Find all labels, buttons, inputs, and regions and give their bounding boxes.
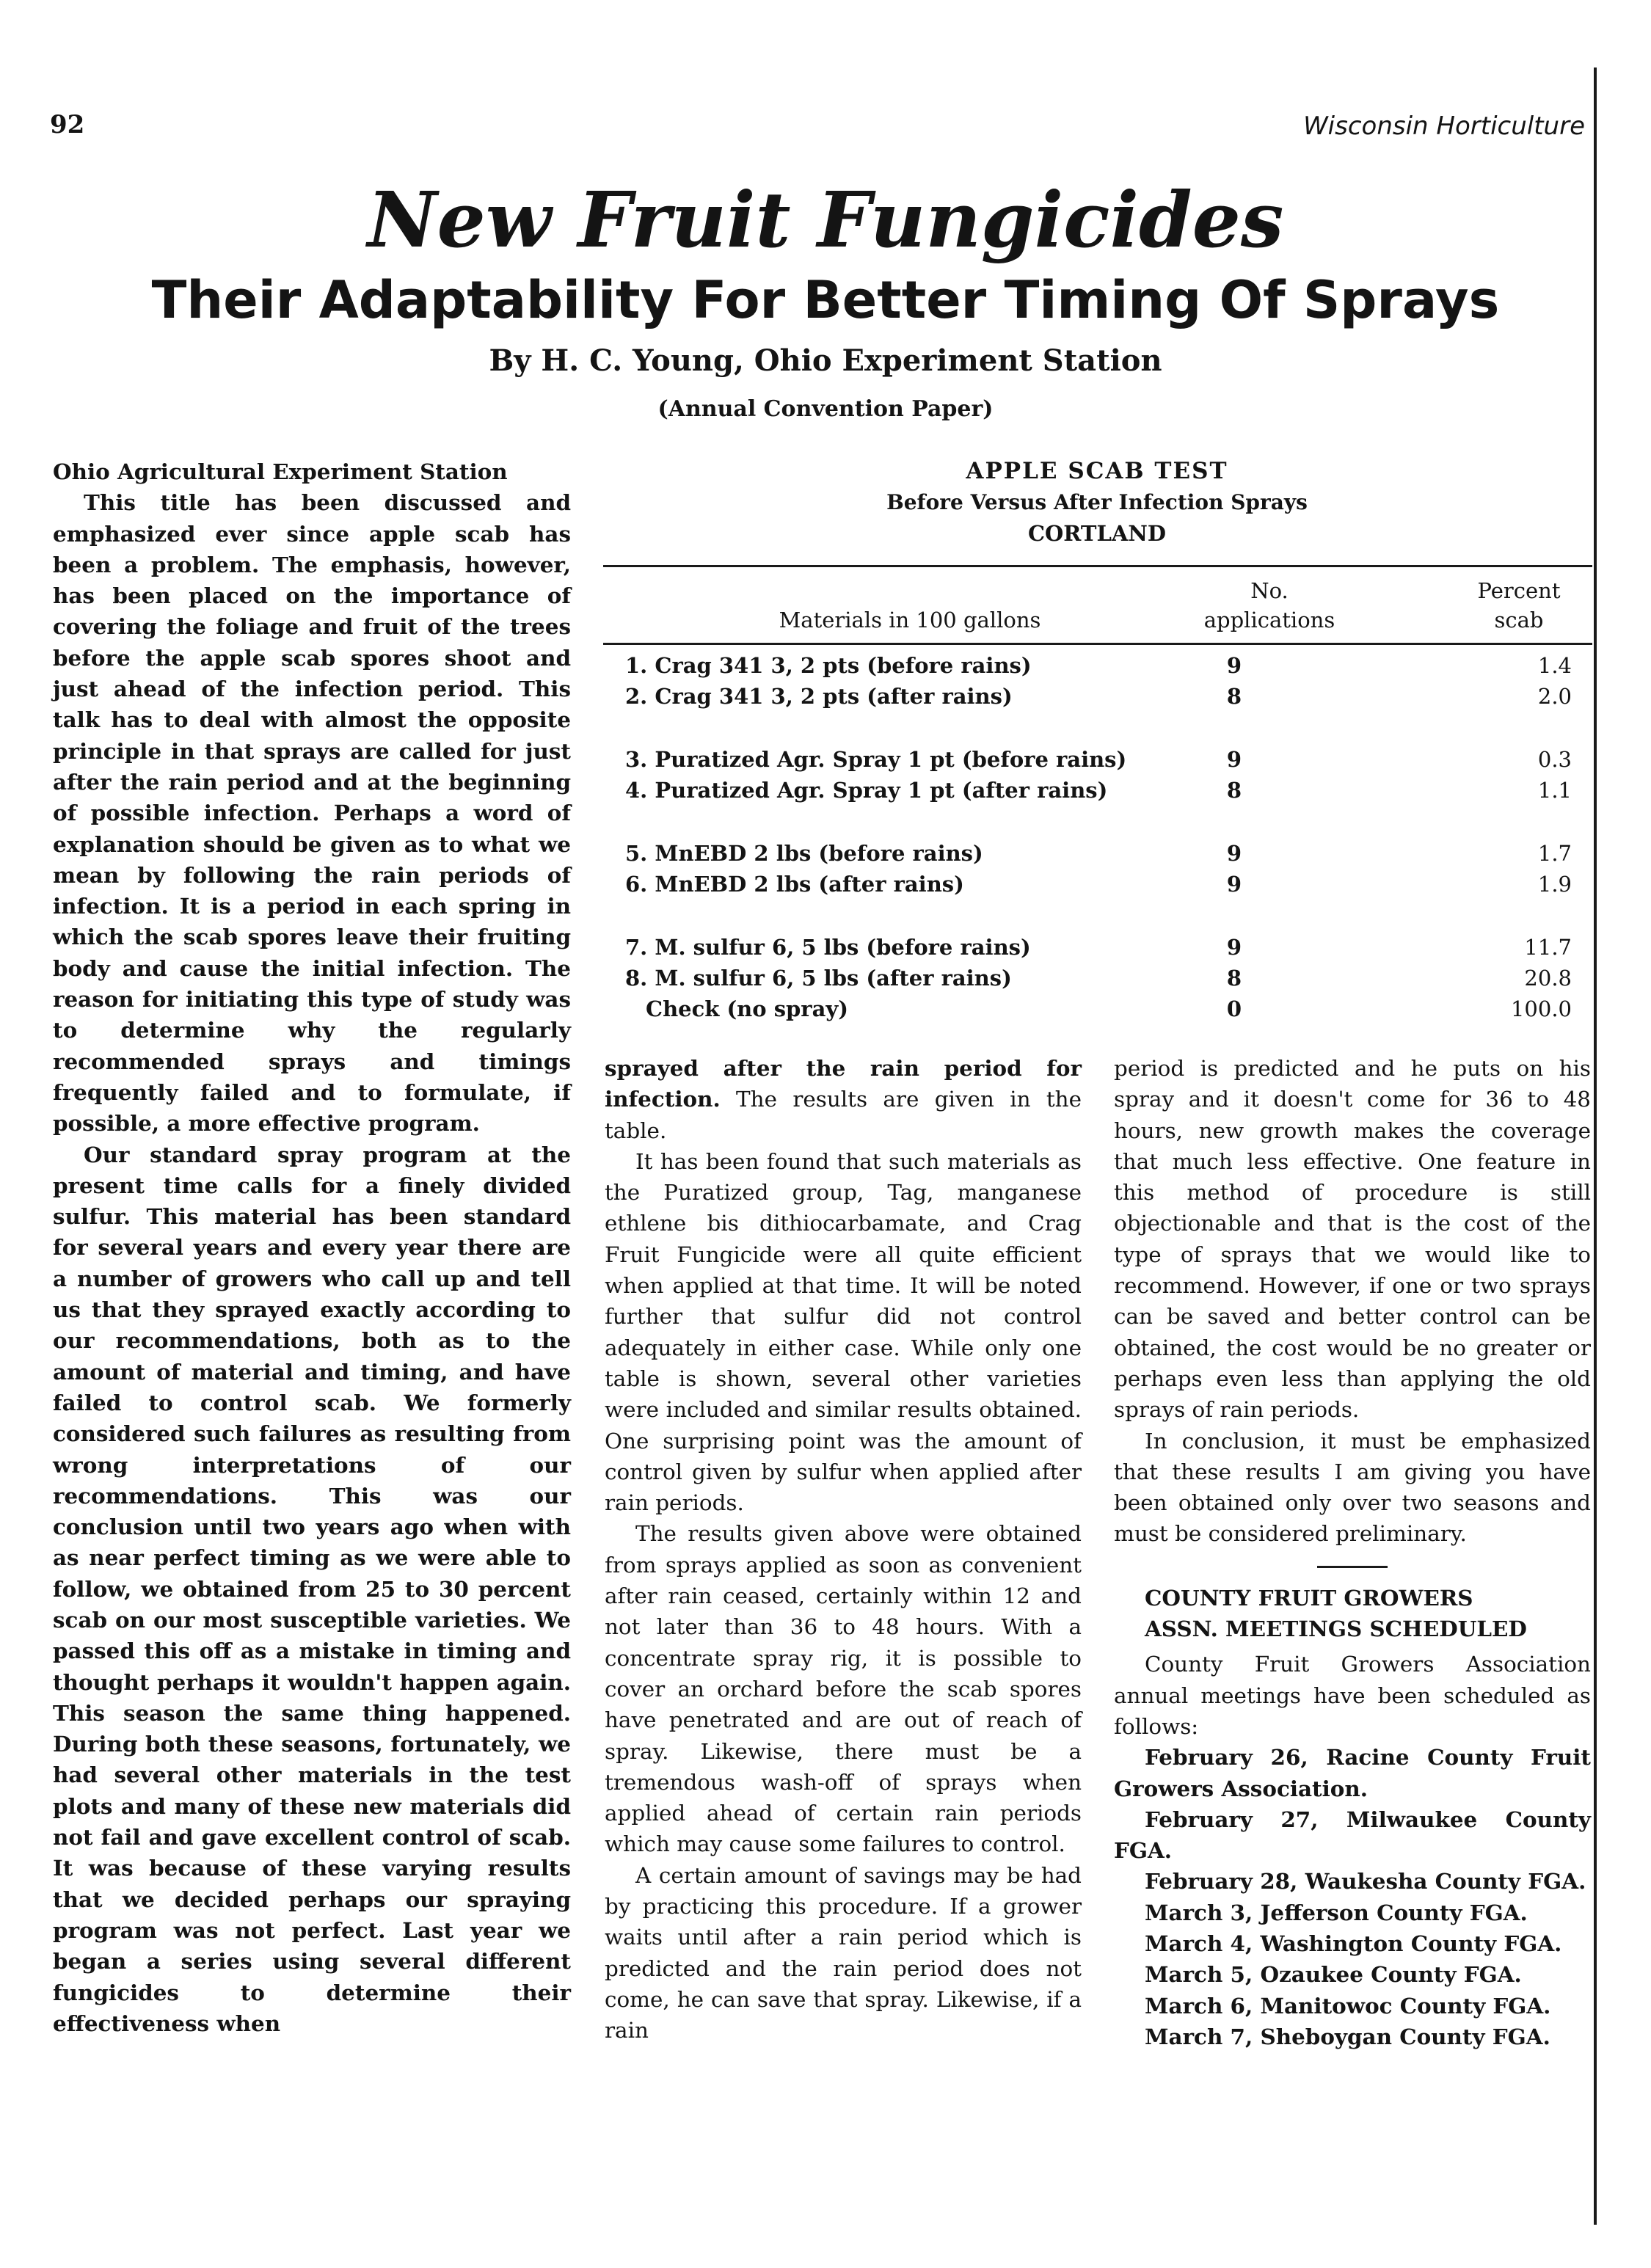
paragraph: Our standard spray program at the present time calls for a finely divided sulfur. This material has been standard for several years and every year there are a number of growers who call up and tell us that they sprayed exactly according to our recommendations, both as to the amount of material and timing, and have failed to control scab. We formerly considered such failures as resulting from wrong interpretations of our recommendations. This was our conclusion until two years ago when with as near perfect timing as we were able to follow, we obtained from 25 to 30 percent scab on our most susceptible varieties. We passed this off as a mistake in timing and thought perhaps it wouldn't happen again. This season the same thing happened. During both these seasons, fortunately, we had several other materials in the test plots and many of these new materials did not fail and gave excellent control of scab. It was because of these varying results that we decided perhaps our spraying program was not perfect. Last year we began a series using several different fungicides to determine their effectiveness when [53,1141,571,2036]
table-row: 4. Puratized Agr. Spray 1 pt (after rains) 8 1.1 [625,778,1572,803]
table-row: 5. MnEBD 2 lbs (before rains) 9 1.7 [625,841,1572,866]
byline: By H. C. Young, Ohio Experiment Station [489,343,1162,378]
paragraph: A certain amount of savings may be had by practicing this procedure. If a grower waits until after a rain period which is predicted and the rain period does not come, he can save that spray. Likewise, if a rain [605,1862,1082,2043]
page-number: 92 [50,110,85,139]
column-3 [1114,1053,1591,2052]
meeting-item: March 5, Ozaukee County FGA. [1145,1961,1522,1988]
notice-heading: COUNTY FRUIT GROWERS [1145,1584,1473,1611]
running-title: Wisconsin Horticulture [1303,112,1585,141]
meeting-item: March 7, Sheboygan County FGA. [1145,2023,1550,2049]
table-row: 2. Crag 341 3, 2 pts (after rains) 8 2.0 [625,684,1572,709]
table-variety: CORTLAND [1027,521,1167,546]
column-header-materials: Materials in 100 gallons [779,608,1041,632]
table-title: APPLE SCAB TEST [966,458,1228,484]
notice-heading: ASSN. MEETINGS SCHEDULED [1145,1616,1527,1642]
table-header-rule [603,643,1592,645]
meeting-item: February 27, Milwaukee County FGA. [1114,1806,1591,1864]
meeting-item: March 6, Manitowoc County FGA. [1145,1992,1551,2019]
meeting-item: February 26, Racine County Fruit Growers Association. [1114,1744,1591,1801]
paragraph: period is predicted and he puts on his spray and it doesn't come for 36 to 48 hours, new growth makes the coverage that much less effective. One feature in this method of procedure is still objectionable and that is the cost of the type of sprays that we would like to recommend. However, if one or two sprays can be saved and better control can be obtained, the cost would be no greater or perhaps even less than applying the old sprays of rain periods. [1114,1056,1591,1423]
meeting-item: March 4, Washington County FGA. [1145,1930,1562,1957]
section-divider [1317,1566,1388,1568]
paragraph: It has been found that such materials as the Puratized group, Tag, manganese ethlene bis dithiocarbamate, and Crag Fruit Fungicide were all quite efficient when applied at that time. It will be noted further that sulfur did not control adequately in either case. While only one table is shown, several other varieties were included and similar results obtained. One surprising point was the amount of control given by sulfur when applied after rain periods. [605,1148,1082,1516]
article-subtitle: Their Adaptability For Better Timing Of Sprays [151,270,1500,330]
table-top-rule [603,565,1592,567]
page-edge-rule [1594,68,1597,2225]
table-row: Check (no spray) 0 100.0 [646,996,1572,1021]
meeting-item: March 3, Jefferson County FGA. [1145,1899,1528,1925]
paragraph: This title has been discussed and emphasized ever since apple scab has been a problem. The emphasis, however, has been placed on the importance of covering the foliage and fruit of the trees before the apple scab spores shoot and just ahead of the infection period. This talk has to deal with almost the opposite principle in that sprays are called for just after the rain period and at the beginning of possible infection. Perhaps a word of explanation should be given as to what we mean by following the rain periods of infection. It is a period in each spring in which the scab spores leave their fruiting body and cause the initial infection. The reason for initiating this type of study was to determine why the regularly recommended sprays and timings frequently failed and to formulate, if possible, a more effective program. [53,489,571,1137]
table-row: 6. MnEBD 2 lbs (after rains) 9 1.9 [625,872,1572,897]
paragraph: sprayed after the rain period for infection. The results are given in the table. [605,1055,1082,1143]
column-header-applications: No. applications [1203,578,1335,632]
paragraph: The results given above were obtained from sprays applied as soon as convenient after rain ceased, certainly within 12 and not later than 36 to 48 hours. With a concentrate spray rig, it is possible to cover an orchard before the scab spores have penetrated and are out of reach of spray. Likewise, there must be a tremendous wash-off of sprays when applied ahead of certain rain periods which may cause some failures to control. [605,1521,1082,1857]
column-2 [605,1053,1082,2046]
table-row: 1. Crag 341 3, 2 pts (before rains) 9 1.4 [625,653,1572,678]
article-title: New Fruit Fungicides [367,175,1284,265]
table-row: 8. M. sulfur 6, 5 lbs (after rains) 8 20.8 [625,966,1572,991]
table-subtitle: Before Versus After Infection Sprays [886,490,1308,514]
table-row: 3. Puratized Agr. Spray 1 pt (before rains) 9 0.3 [625,747,1572,772]
column-1-heading: Ohio Agricultural Experiment Station [53,459,508,484]
table-row: 7. M. sulfur 6, 5 lbs (before rains) 9 11.7 [625,935,1572,960]
column-1 [53,456,571,2039]
notice-intro: County Fruit Growers Association annual meetings have been scheduled as follows: [1114,1652,1591,1739]
meeting-item: February 28, Waukesha County FGA. [1145,1868,1586,1895]
article-note: (Annual Convention Paper) [657,396,994,422]
column-header-scab: Percent scab [1477,578,1561,632]
paragraph: In conclusion, it must be emphasized that these results I am giving you have been obtained only over two seasons and must be considered preliminary. [1114,1428,1591,1547]
